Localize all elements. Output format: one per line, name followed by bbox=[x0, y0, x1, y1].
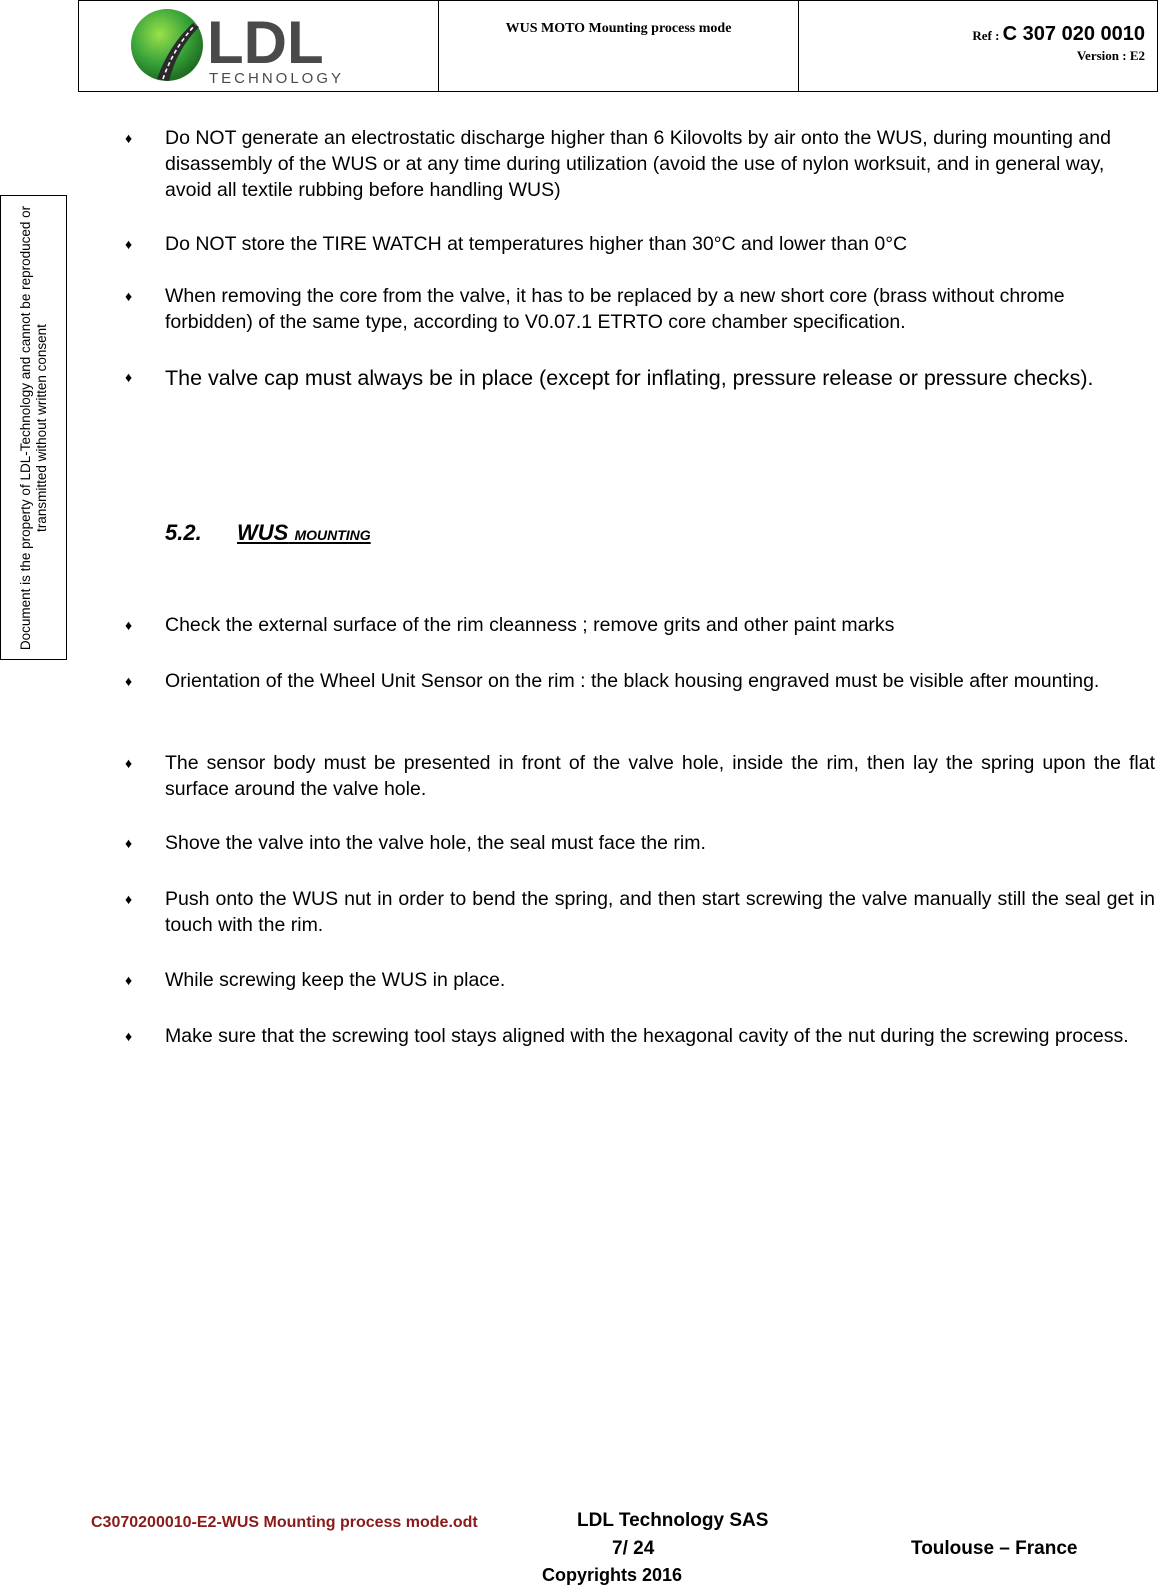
bullet-diamond-icon: ♦ bbox=[125, 236, 133, 252]
precaution-text: The valve cap must always be in place (except for inflating, pressure release or pressure checks). bbox=[165, 366, 1094, 390]
bullet-diamond-icon: ♦ bbox=[125, 755, 133, 771]
confidentiality-notice bbox=[0, 195, 67, 660]
bullet-diamond-icon: ♦ bbox=[125, 130, 133, 146]
ref-line bbox=[799, 23, 1145, 46]
bullet-diamond-icon: ♦ bbox=[125, 369, 133, 385]
page-header bbox=[78, 0, 1158, 92]
version-label: Version : E2 bbox=[1076, 48, 1145, 63]
step-item bbox=[125, 1023, 1155, 1049]
precaution-text: When removing the core from the valve, it has to be replaced by a new short core (brass without chrome forbidden) of the same type, according to V0.07.1 ETRTO core chamber specification. bbox=[165, 285, 1065, 333]
step-item bbox=[125, 668, 1155, 694]
footer-page-number: 7/ 24 bbox=[612, 1538, 655, 1559]
footer-filename: C3070200010-E2-WUS Mounting process mode.odt bbox=[91, 1514, 478, 1531]
ldl-logo bbox=[127, 5, 387, 89]
bullet-diamond-icon: ♦ bbox=[125, 891, 133, 907]
step-item bbox=[125, 612, 1155, 638]
footer-copyright: Copyrights 2016 bbox=[542, 1565, 683, 1585]
step-text: Make sure that the screwing tool stays aligned with the hexagonal cavity of the nut during the screwing process. bbox=[165, 1025, 1129, 1047]
bullet-diamond-icon: ♦ bbox=[125, 972, 133, 988]
section-heading bbox=[165, 520, 371, 546]
step-text: While screwing keep the WUS in place. bbox=[165, 969, 506, 991]
precaution-text: Do NOT store the TIRE WATCH at temperatures higher than 30°C and lower than 0°C bbox=[165, 233, 908, 255]
bullet-diamond-icon: ♦ bbox=[125, 835, 133, 851]
step-text: The sensor body must be presented in front of the valve hole, inside the rim, then lay the spring upon the flat surface around the valve hole. bbox=[165, 752, 1155, 800]
step-text: Orientation of the Wheel Unit Sensor on the rim : the black housing engraved must be visible after mounting. bbox=[165, 670, 1100, 692]
ref-cell bbox=[799, 1, 1157, 91]
step-text: Check the external surface of the rim cleanness ; remove grits and other paint marks bbox=[165, 614, 895, 636]
step-item bbox=[125, 967, 1155, 993]
bullet-diamond-icon: ♦ bbox=[125, 617, 133, 633]
precaution-item bbox=[125, 283, 1155, 335]
footer-company: LDL Technology SAS bbox=[577, 1510, 769, 1531]
ref-code: C 307 020 0010 bbox=[1002, 23, 1145, 45]
section-number: 5.2. bbox=[165, 520, 202, 545]
step-item bbox=[125, 750, 1155, 802]
step-text: Shove the valve into the valve hole, the seal must face the rim. bbox=[165, 832, 706, 854]
precaution-text: Do NOT generate an electrostatic discharge higher than 6 Kilovolts by air onto the WUS, during mounting and disassembly of the WUS or at any time during utilization (avoid the use of nylon worksuit, and in general way, avoid all textile rubbing before handling WUS) bbox=[165, 127, 1111, 201]
step-text: Push onto the WUS nut in order to bend the spring, and then start screwing the valve manually still the seal get in touch with the rim. bbox=[165, 888, 1155, 936]
section-title-main: WUS bbox=[237, 520, 289, 545]
precaution-item bbox=[125, 364, 1155, 392]
footer-location: Toulouse – France bbox=[911, 1538, 1078, 1559]
logo-tagline: TECHNOLOGY bbox=[209, 70, 345, 87]
section-title bbox=[237, 520, 371, 545]
logo-cell bbox=[79, 1, 439, 91]
logo-wordmark: LDL bbox=[207, 9, 324, 76]
precaution-item bbox=[125, 125, 1155, 203]
confidentiality-text: Document is the property of LDL-Technology and cannot be reproduced or transmitted without written consent bbox=[17, 205, 49, 650]
step-item bbox=[125, 830, 1155, 856]
precaution-item bbox=[125, 231, 1155, 257]
bullet-diamond-icon: ♦ bbox=[125, 673, 133, 689]
step-item bbox=[125, 886, 1155, 938]
doc-title: WUS MOTO Mounting process mode bbox=[439, 1, 799, 91]
ref-label: Ref : bbox=[972, 28, 1000, 43]
bullet-diamond-icon: ♦ bbox=[125, 1028, 133, 1044]
bullet-diamond-icon: ♦ bbox=[125, 288, 133, 304]
section-title-small: MOUNTING bbox=[294, 527, 371, 543]
